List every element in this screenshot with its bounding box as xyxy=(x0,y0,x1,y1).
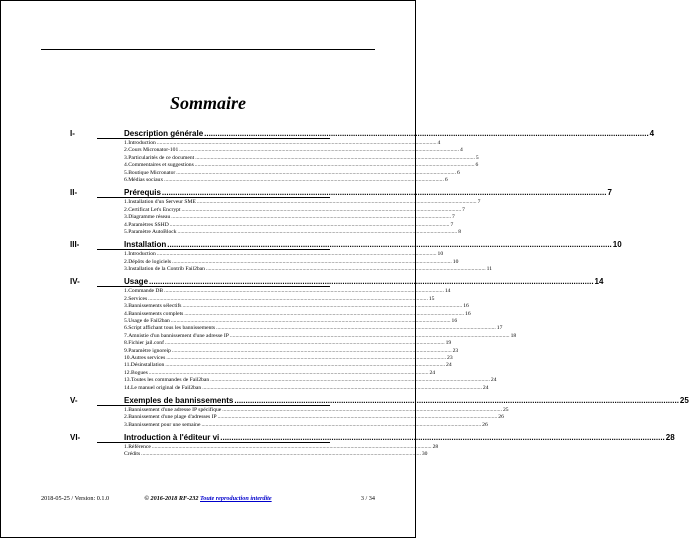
toc-section-title: Prérequis xyxy=(124,188,161,198)
toc-leader-dots: ........................................................................................................................................................................................................ xyxy=(141,451,421,458)
toc-leader-dots: ........................................................................................................................................................................................................ xyxy=(171,347,452,354)
toc-item-number: 12. xyxy=(124,369,131,376)
toc-item-title: Bannissement d'une adresse IP spécifique xyxy=(128,406,222,413)
toc-item-title: Paramètres SSHD xyxy=(128,221,169,228)
toc-item-page: 24 xyxy=(490,377,497,384)
toc-leader-dots: ........................................................................................................................................................................................................ xyxy=(217,414,498,421)
toc-section-number: V- xyxy=(70,395,78,405)
toc-item-page: 7 xyxy=(477,199,481,206)
toc-item-page: 18 xyxy=(510,332,517,339)
toc-section-page: 28 xyxy=(665,433,675,443)
toc-item-title: Paramètre AutoBlock xyxy=(128,228,177,235)
toc-item[interactable] xyxy=(124,421,488,429)
toc-item-list xyxy=(124,288,517,391)
toc-section-page: 7 xyxy=(607,188,612,198)
toc-item-page: 4 xyxy=(437,139,441,146)
toc-item-title: Le manuel original de Fail2ban xyxy=(131,384,202,391)
toc-leader-dots: ........................................................................................................................................................................................................ xyxy=(195,154,475,161)
toc-item[interactable] xyxy=(124,369,436,377)
toc-item[interactable] xyxy=(124,199,481,206)
footer-reproduction-link[interactable]: Toute reproduction interdite xyxy=(200,495,272,502)
toc-item-number: 3. xyxy=(124,266,129,273)
toc-item-page: 26 xyxy=(482,421,488,428)
toc-section xyxy=(70,395,689,429)
toc-leader-dots: ........................................................................................................................................................................................................ xyxy=(148,295,428,302)
toc-item[interactable] xyxy=(124,169,460,177)
toc-item-page: 6 xyxy=(456,169,460,176)
toc-leader-dots: ........................................................................................................................................................................................................ xyxy=(164,176,444,183)
toc-leader-dots: ........................................................................................................................................................................................................ xyxy=(156,139,437,146)
toc-leader-dots: ........................................................................................................................................................................................................ xyxy=(177,228,458,235)
toc-leader-dots: ........................................................................................................................................................................................................ xyxy=(205,266,486,273)
toc-item[interactable] xyxy=(124,406,509,414)
toc-item-title: Installation d'un Serveur SME xyxy=(128,199,196,206)
toc-item-title: Introduction xyxy=(128,139,156,146)
toc-leader-dots: ........................................................................................................................................................................................................ xyxy=(210,377,490,384)
toc-item[interactable] xyxy=(124,414,504,421)
toc-item-page: 6 xyxy=(475,162,479,169)
toc-section xyxy=(70,432,675,459)
toc-item-number: 1. xyxy=(124,288,129,295)
toc-item-page: 4 xyxy=(459,147,463,154)
toc-item-page: 17 xyxy=(496,325,503,332)
toc-leader-dots: ........................................................................................................................................................................................................ xyxy=(229,332,510,339)
toc-item-page: 16 xyxy=(451,318,458,325)
toc-item-number: 2. xyxy=(124,206,129,213)
toc-item-page: 14 xyxy=(444,288,451,295)
footer-page-number: 3 / 34 xyxy=(360,495,375,502)
header-rule xyxy=(41,49,375,50)
toc-leader-dots: ........................................................................................................................................................................................................ xyxy=(169,221,450,228)
toc-item[interactable] xyxy=(124,206,465,214)
table-of-contents xyxy=(70,128,689,462)
toc-leader-dots: ........................................................................................................................................................................................................ xyxy=(171,214,451,221)
toc-section-title: Usage xyxy=(124,277,149,287)
toc-item-page: 8 xyxy=(458,228,461,235)
toc-leader-dots: ........................................................................................................................................................................................................ xyxy=(172,258,452,265)
toc-item[interactable] xyxy=(124,288,451,295)
toc-item[interactable] xyxy=(124,228,461,236)
toc-leader-dots: ........................................................................................................................................................................................................ xyxy=(182,303,463,310)
toc-item-page: 7 xyxy=(451,214,455,221)
toc-item[interactable] xyxy=(124,362,452,369)
toc-item-page: 10 xyxy=(437,251,444,258)
toc-leader-dots: ........................................................................................................................................................................................................ xyxy=(151,444,432,451)
toc-item-title: Médias sociaux xyxy=(128,176,164,183)
toc-item-number: 1. xyxy=(124,406,129,413)
toc-leader-dots: ........................................................................................................................................................................................................ xyxy=(196,199,477,206)
toc-leader-dots: ........................................................................................................................................................................................................ xyxy=(204,129,649,138)
toc-item-title: Bogues xyxy=(131,369,148,376)
toc-item-number: 1. xyxy=(124,251,129,258)
toc-item-list xyxy=(124,139,479,184)
toc-leader-dots: ........................................................................................................................................................................................................ xyxy=(220,433,665,443)
toc-item-title: Cours Micronator-101 xyxy=(128,147,179,154)
toc-section-number: VI- xyxy=(70,433,81,443)
toc-section-heading[interactable] xyxy=(70,128,655,139)
toc-item-number: 8. xyxy=(124,340,129,347)
toc-item-title: Bannissement pour une semaine xyxy=(128,421,201,428)
toc-item[interactable] xyxy=(124,444,439,451)
toc-item[interactable] xyxy=(124,147,463,154)
toc-item-page: 19 xyxy=(445,340,452,347)
toc-item-page: 24 xyxy=(429,369,436,376)
toc-item-number: 5. xyxy=(124,318,129,325)
toc-item-list xyxy=(124,251,493,273)
toc-leader-dots: ........................................................................................................................................................................................................ xyxy=(170,318,451,325)
toc-item-page: 5 xyxy=(475,154,479,161)
toc-item-title: Autres services xyxy=(131,354,166,361)
toc-item-number: 2. xyxy=(124,147,129,154)
toc-leader-dots: ........................................................................................................................................................................................................ xyxy=(201,421,482,428)
toc-section-number: IV- xyxy=(70,277,80,287)
toc-item-page: 24 xyxy=(482,384,489,391)
toc-section xyxy=(70,276,604,391)
toc-item-number: 3. xyxy=(124,214,129,221)
toc-leader-dots: ........................................................................................................................................................................................................ xyxy=(167,240,612,250)
toc-item-number: 5. xyxy=(124,228,129,235)
toc-leader-dots: ........................................................................................................................................................................................................ xyxy=(165,362,446,369)
toc-leader-dots: ........................................................................................................................................................................................................ xyxy=(156,251,437,258)
toc-item-title: Référence xyxy=(128,444,151,451)
toc-item-title: Usage de Fail2ban xyxy=(128,318,170,325)
toc-item-page: 10 xyxy=(452,258,459,265)
toc-item-title: Crédits xyxy=(124,451,141,458)
toc-item-list xyxy=(124,444,439,459)
footer-copyright xyxy=(41,495,375,502)
toc-leader-dots: ........................................................................................................................................................................................................ xyxy=(216,325,496,332)
toc-item-number: 7. xyxy=(124,332,129,339)
toc-item-number: 10. xyxy=(124,354,131,361)
toc-leader-dots: ........................................................................................................................................................................................................ xyxy=(164,340,445,347)
toc-item-number: 2. xyxy=(124,258,129,265)
toc-section-title: Introduction à l'éditeur vi xyxy=(124,433,220,443)
toc-item-page: 24 xyxy=(446,362,452,369)
toc-item[interactable] xyxy=(124,162,479,169)
toc-leader-dots: ........................................................................................................................................................................................................ xyxy=(176,169,456,176)
toc-item-number: 1. xyxy=(124,139,129,146)
toc-leader-dots: ........................................................................................................................................................................................................ xyxy=(161,188,607,198)
toc-item-title: Paramètre ignoreip xyxy=(128,347,171,354)
toc-item-list xyxy=(124,406,509,429)
toc-item[interactable] xyxy=(124,340,452,347)
toc-item-title: Bannissement d'une plage d'adresses IP xyxy=(128,414,217,421)
toc-leader-dots: ........................................................................................................................................................................................................ xyxy=(149,277,594,287)
toc-item-number: 9. xyxy=(124,347,129,354)
toc-item-title: Amnistie d'un bannissement d'une adresse IP xyxy=(128,332,229,339)
toc-section xyxy=(70,187,612,236)
toc-item-page: 26 xyxy=(498,414,504,421)
toc-section-title: Description générale xyxy=(124,129,204,138)
toc-item-number: 1. xyxy=(124,199,129,206)
toc-leader-dots: ........................................................................................................................................................................................................ xyxy=(179,147,459,154)
toc-item-number: 5. xyxy=(124,169,129,176)
toc-item[interactable] xyxy=(124,176,448,184)
toc-item-number: 13. xyxy=(124,377,131,384)
toc-section-page: 10 xyxy=(612,240,622,250)
toc-section xyxy=(70,239,622,273)
toc-item[interactable] xyxy=(124,325,503,332)
toc-item-title: Désinstallation xyxy=(130,362,165,369)
toc-section-heading[interactable] xyxy=(70,276,604,287)
toc-item-number: 2. xyxy=(124,414,129,421)
toc-leader-dots: ........................................................................................................................................................................................................ xyxy=(166,354,447,361)
toc-item-number: 6. xyxy=(124,325,129,332)
toc-item-number: 3. xyxy=(124,303,129,310)
page-footer xyxy=(41,495,375,505)
toc-item-title: Services xyxy=(128,295,148,302)
toc-item[interactable] xyxy=(124,266,493,273)
toc-item-title: Certificat Let's Encrypt xyxy=(128,206,181,213)
toc-item-page: 15 xyxy=(428,295,435,302)
toc-item-page: 7 xyxy=(450,221,454,228)
toc-item-page: 16 xyxy=(465,310,471,317)
footer-date-version: 2018-05-25 / Version: 0.1.0 xyxy=(41,495,110,502)
toc-item[interactable] xyxy=(124,251,444,258)
toc-item-title: Script affichant tous les bannissements xyxy=(128,325,216,332)
toc-item-number: 6. xyxy=(124,176,129,183)
toc-item[interactable] xyxy=(124,214,455,221)
toc-item[interactable] xyxy=(124,303,469,310)
toc-item[interactable] xyxy=(124,451,428,459)
toc-item[interactable] xyxy=(124,347,459,355)
toc-leader-dots: ........................................................................................................................................................................................................ xyxy=(194,162,475,169)
toc-item-title: Commentaires et suggestions xyxy=(128,162,194,169)
toc-item[interactable] xyxy=(124,221,454,229)
toc-item-list xyxy=(124,199,481,236)
toc-item-number: 2. xyxy=(124,295,129,302)
toc-item-title: Bannissements sélectifs xyxy=(128,303,182,310)
toc-item-page: 23 xyxy=(447,354,453,361)
toc-item-number: 14. xyxy=(124,384,131,391)
toc-item-title: Diagramme réseau xyxy=(128,214,171,221)
toc-section-heading[interactable] xyxy=(70,187,612,198)
toc-item-number: 3. xyxy=(124,154,129,161)
toc-section xyxy=(70,128,655,184)
toc-leader-dots: ........................................................................................................................................................................................................ xyxy=(164,288,444,295)
toc-item-title: Boutique Micronator xyxy=(128,169,176,176)
toc-item-title: Particularités de ce document xyxy=(128,154,195,161)
toc-leader-dots: ........................................................................................................................................................................................................ xyxy=(234,395,679,405)
toc-leader-dots: ........................................................................................................................................................................................................ xyxy=(202,384,482,391)
toc-item-title: Commande DB xyxy=(128,288,164,295)
toc-item[interactable] xyxy=(124,384,489,392)
toc-item-page: 6 xyxy=(444,176,448,183)
toc-item-title: Fichier jail.conf xyxy=(128,340,164,347)
toc-item-page: 23 xyxy=(452,347,459,354)
toc-item[interactable] xyxy=(124,258,459,266)
page-title: Sommaire xyxy=(169,93,246,113)
toc-section-page: 14 xyxy=(594,277,604,287)
toc-item-title: Dépôts de logiciels xyxy=(128,258,172,265)
toc-item[interactable] xyxy=(124,139,441,147)
toc-item-number: 4. xyxy=(124,221,129,228)
toc-item-page: 11 xyxy=(486,266,493,273)
toc-item-title: Toutes les commandes de Fail2ban xyxy=(131,377,210,384)
toc-item-page: 16 xyxy=(463,303,469,310)
toc-section-heading[interactable] xyxy=(70,395,689,406)
toc-item-number: 1. xyxy=(124,444,129,451)
toc-section-heading[interactable] xyxy=(70,432,675,443)
footer-copyright-text: © 2016-2018 RF-232 xyxy=(144,495,199,502)
toc-section-number: II- xyxy=(70,188,78,198)
toc-section-number: I- xyxy=(70,129,75,138)
toc-item[interactable] xyxy=(124,377,497,384)
toc-item[interactable] xyxy=(124,354,453,362)
toc-item-number: 4. xyxy=(124,162,129,169)
toc-item-title: Introduction xyxy=(128,251,156,258)
toc-item-page: 30 xyxy=(421,451,428,458)
toc-item-number: 11. xyxy=(124,362,131,369)
toc-section-page: 4 xyxy=(649,129,655,138)
toc-item-number: 3. xyxy=(124,421,129,428)
toc-item-page: 28 xyxy=(432,444,439,451)
toc-leader-dots: ........................................................................................................................................................................................................ xyxy=(184,310,465,317)
toc-item-page: 25 xyxy=(502,406,509,413)
toc-item-title: Bannissements complets xyxy=(128,310,184,317)
toc-item[interactable] xyxy=(124,310,471,318)
toc-section-title: Installation xyxy=(124,240,167,250)
toc-section-page: 25 xyxy=(679,395,689,405)
toc-item[interactable] xyxy=(124,154,479,162)
toc-item-title: Installation de la Contrib Fail2ban xyxy=(128,266,205,273)
toc-leader-dots: ........................................................................................................................................................................................................ xyxy=(222,406,502,413)
toc-leader-dots: ........................................................................................................................................................................................................ xyxy=(148,369,429,376)
toc-section-heading[interactable] xyxy=(70,239,622,250)
toc-item-number: 4. xyxy=(124,310,129,317)
toc-leader-dots: ........................................................................................................................................................................................................ xyxy=(181,206,462,213)
toc-section-title: Exemples de bannissements xyxy=(124,395,234,405)
toc-item-page: 7 xyxy=(462,206,465,213)
toc-section-number: III- xyxy=(70,240,80,250)
